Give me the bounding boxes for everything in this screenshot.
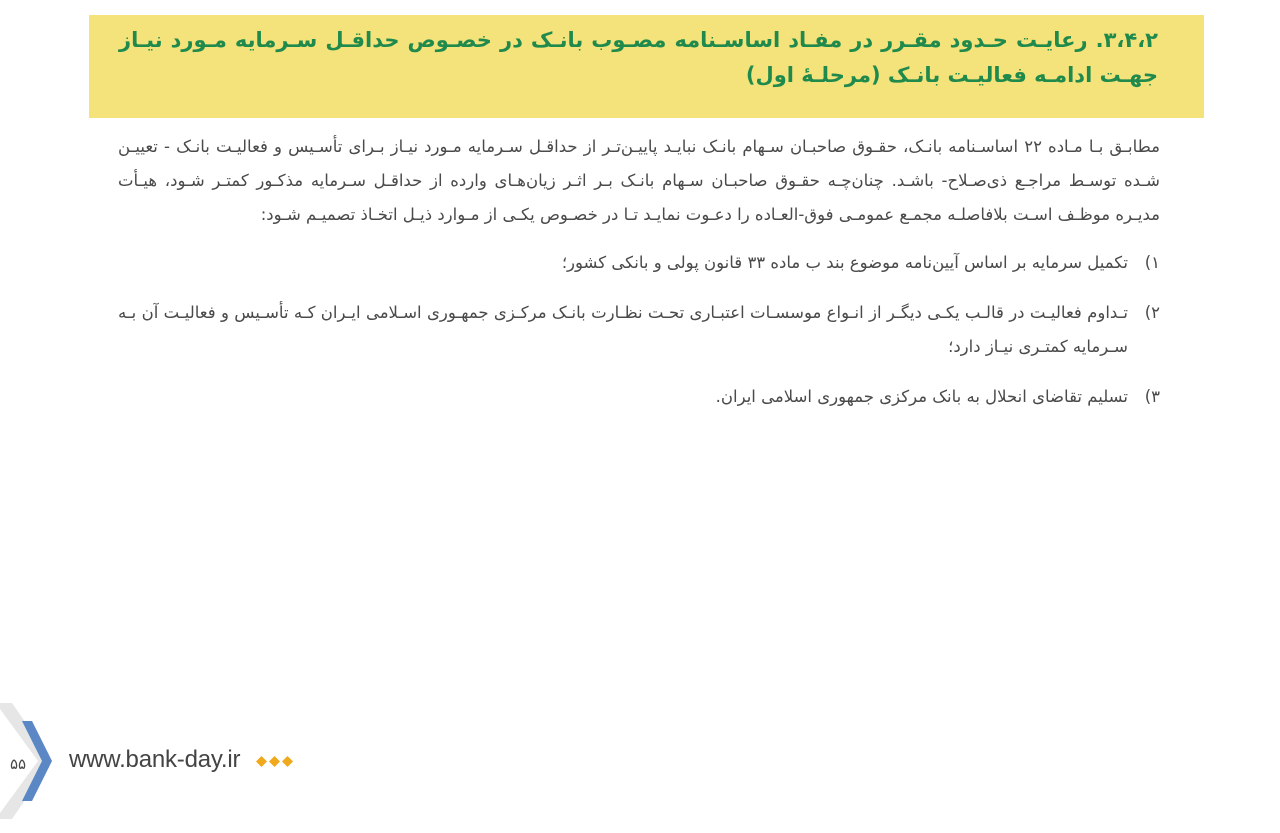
- section-title: ۳،۴،۲. رعایـت حـدود مقـرر در مفـاد اساسـنامه مصـوب بانـک در خصـوص حداقـل سـرمایه مـورد نیـاز جهـت ادامـه فعالیـت بانـک (مرحلـۀ اول): [119, 28, 1158, 87]
- decision-list: [118, 246, 1160, 414]
- list-item: [118, 296, 1160, 364]
- list-item-number: ۲): [1144, 303, 1160, 322]
- chevron-right-icon: [0, 693, 60, 833]
- diamond-icon: [282, 756, 293, 767]
- list-item: [118, 246, 1160, 280]
- list-item: [118, 380, 1160, 414]
- decorative-dots: [256, 756, 293, 767]
- diamond-icon: [269, 756, 280, 767]
- list-item-text: تکمیل سرمایه بر اساس آیین‌نامه موضوع بند ب ماده ۳۳ قانون پولی و بانکی کشور؛: [561, 253, 1128, 272]
- website-link[interactable]: www.bank-day.ir: [69, 746, 241, 773]
- page-number: ۵۵: [10, 755, 27, 773]
- list-item-text: تسلیم تقاضای انحلال به بانک مرکزی جمهوری اسلامی ایران.: [715, 387, 1128, 406]
- list-item-number: ۳): [1144, 387, 1160, 406]
- section-header-band: [89, 15, 1204, 118]
- intro-paragraph: مطابـق بـا مـاده ۲۲ اساسـنامه بانـک، حقـوق صاحبـان سـهام بانـک نبایـد پاییـن‌تـر از حداقـل سـرمایه مـورد نیـاز بـرای تأسـیس و فعالیـت بانـک - تعییـن شـده توسـط مراجـع ذی‌صـلاح- باشـد. چنان‌چـه حقـوق صاحبـان سـهام بانـک بـر اثـر زیان‌هـای وارده از حداقـل سـرمایه مذکـور کمتـر شـود، هیـأت مدیـره موظـف اسـت بلافاصلـه مجمـع عمومـی فوق-العـاده را دعـوت نمایـد تـا در خصـوص یکـی از مـوارد ذیـل اتخـاذ تصمیـم شـود:: [118, 137, 1161, 224]
- diamond-icon: [256, 756, 267, 767]
- list-item-number: ۱): [1144, 253, 1160, 272]
- list-item-text: تـداوم فعالیـت در قالـب یکـی دیگـر از انـواع موسسـات اعتبـاری تحـت نظـارت بانـک مرکـزی جمهـوری اسـلامی ایـران کـه تأسـیس و فعالیـت آن بـه سـرمایه کمتـری نیـاز دارد؛: [118, 303, 1128, 356]
- section-body: [118, 130, 1160, 430]
- page-footer: [0, 693, 400, 833]
